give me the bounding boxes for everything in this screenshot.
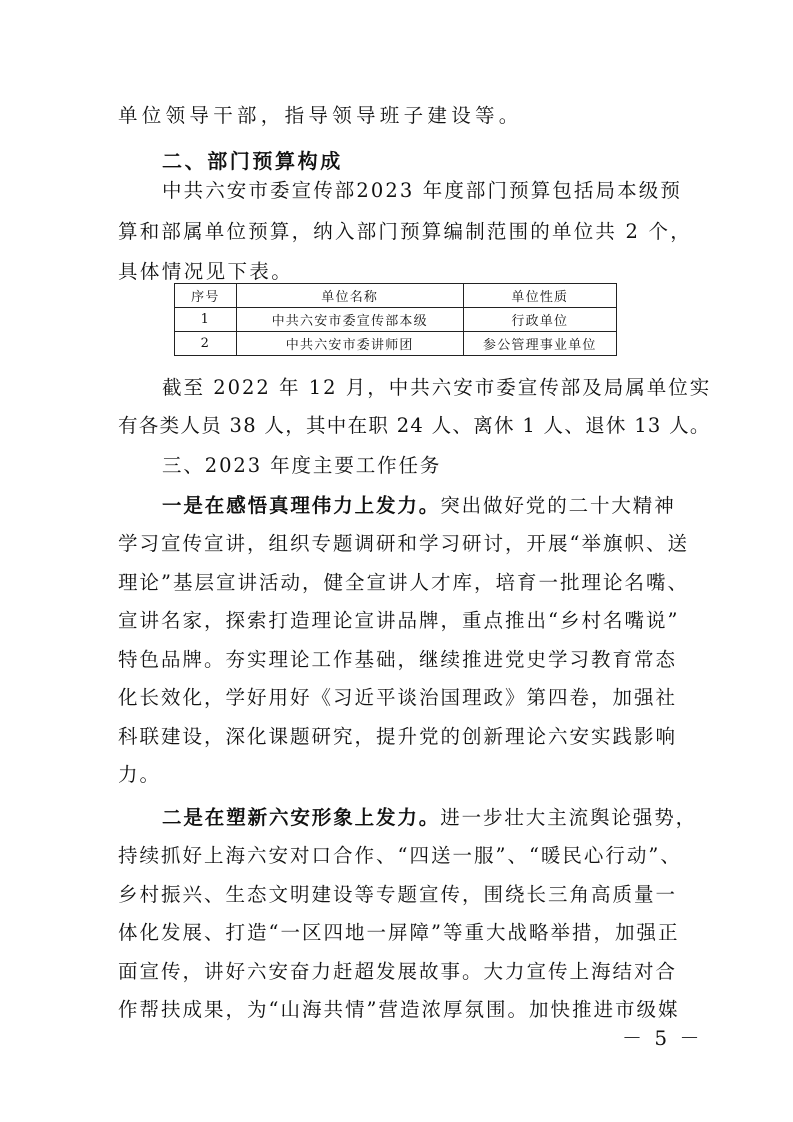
body-text-line: 科联建设，深化课题研究，提升党的创新理论六安实践影响 [118,725,678,748]
body-text-line: 宣讲名家，探索打造理论宣讲品牌，重点推出“乡村名嘴说” [118,609,680,632]
task2-lead: 二是在塑新六安形象上发力。 [162,806,441,829]
task2-first-line [162,808,697,828]
body-text-line: 化长效化，学好用好《习近平谈治国理政》第四卷，加强社 [118,686,678,709]
task1-lead: 一是在感悟真理伟力上发力。 [162,494,441,517]
body-text-line: 特色品牌。夯实理论工作基础，继续推进党史学习教育常态 [118,648,678,671]
body-text-line: 作帮扶成果，为“山海共情”营造浓厚氛围。加快推进市级媒 [118,998,680,1021]
body-text-line: 算和部属单位预算，纳入部门预算编制范围的单位共 2 个， [118,220,692,243]
body-text-line: 具体情况见下表。 [118,260,294,283]
section-heading-main-tasks: 三、2023 年度主要工作任务 [162,454,442,477]
table-cell: 参公管理事业单位 [463,332,616,356]
table-cell: 1 [175,308,237,332]
table-header-unit-nature: 单位性质 [463,284,616,308]
table-header-row [175,284,617,308]
body-text-line: 截至 2022 年 12 月，中共六安市委宣传部及局属单位实 [162,376,712,399]
body-text-line: 单位领导干部，指导领导班子建设等。 [118,104,523,127]
body-text-line: 有各类人员 38 人，其中在职 24 人、离休 1 人、退休 13 人。 [118,414,711,437]
body-text-line: 理论”基层宣讲活动，健全宣讲人才库，培育一批理论名嘴、 [118,571,689,594]
table-row [175,308,617,332]
table-cell: 中共六安市委讲师团 [236,332,463,356]
task1-lead-rest: 突出做好党的二十大精神 [440,494,676,517]
task2-lead-rest: 进一步壮大主流舆论强势， [440,806,698,829]
body-text-line: 持续抓好上海六安对口合作、“四送一服”、“暖民心行动”、 [118,844,682,867]
body-text-line: 中共六安市委宣传部2023 年度部门预算包括局本级预 [162,179,682,202]
body-text-line: 体化发展、打造“一区四地一屏障”等重大战略举措，加强正 [118,921,680,944]
table-cell: 2 [175,332,237,356]
table-cell: 行政单位 [463,308,616,332]
table-cell: 中共六安市委宣传部本级 [236,308,463,332]
table-row [175,332,617,356]
body-text-line: 学习宣传宣讲，组织专题调研和学习研讨，开展“举旗帜、送 [118,532,689,555]
unit-table [174,283,617,356]
page-number: － 5 － [622,1026,703,1050]
task1-first-line [162,496,676,516]
body-text-line: 力。 [118,763,162,786]
body-text-line: 乡村振兴、生态文明建设等专题宣传，围绕长三角高质量一 [118,883,678,906]
table-header-unit-name: 单位名称 [236,284,463,308]
table-header-index: 序号 [175,284,237,308]
section-heading-budget-composition: 二、部门预算构成 [162,149,343,173]
body-text-line: 面宣传，讲好六安奋力赶超发展故事。大力宣传上海结对合 [118,960,678,983]
